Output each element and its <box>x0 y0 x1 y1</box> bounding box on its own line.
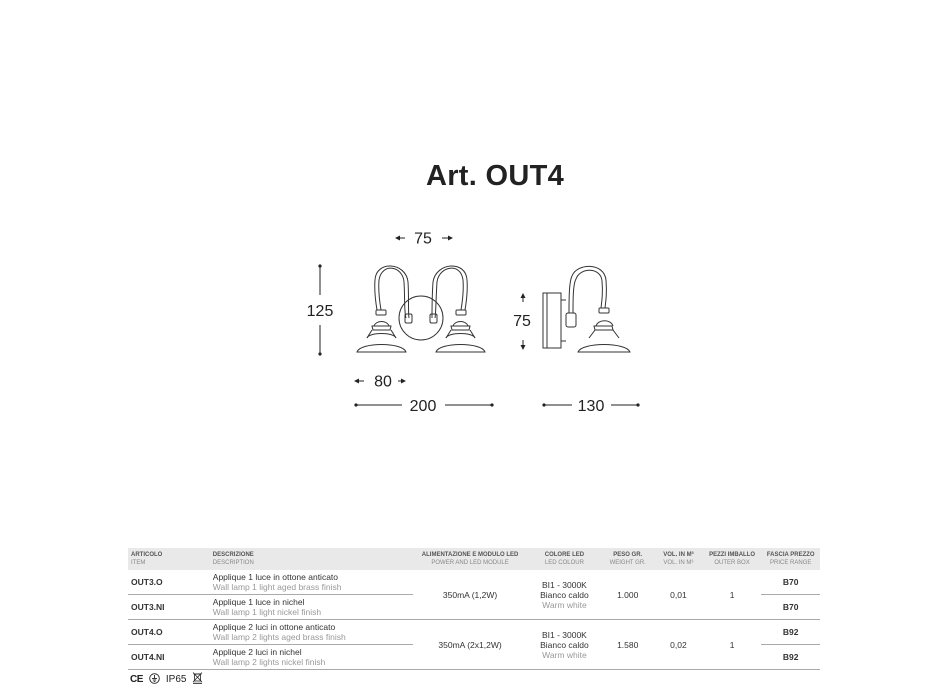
item-price-range: B92 <box>761 620 820 645</box>
dimension-top-width-label: 75 <box>414 230 432 248</box>
specification-table <box>128 548 820 670</box>
dimension-depth-label: 130 <box>577 398 605 415</box>
dimension-total-width-label: 200 <box>409 398 437 415</box>
header-item: ARTICOLO ITEM <box>128 548 210 570</box>
dimension-shade-width-label: 80 <box>374 373 392 391</box>
ce-mark: CE <box>130 674 143 685</box>
item-power: 350mA (1,2W) <box>413 570 528 620</box>
item-price-range: B92 <box>761 645 820 670</box>
dimension-top-width <box>395 231 453 248</box>
header-volume: VOL. IN M³ VOL. IN M³ <box>654 548 703 570</box>
item-outer-box: 1 <box>703 570 762 620</box>
item-power: 350mA (2x1,2W) <box>413 620 528 670</box>
dimension-total-width <box>354 398 493 415</box>
item-description: Applique 2 luci in nichel Wall lamp 2 lights nickel finish <box>210 645 413 670</box>
front-view-lamp <box>357 266 485 352</box>
header-power: ALIMENTAZIONE E MODULO LED POWER AND LED MODULE <box>413 548 528 570</box>
item-code: OUT3.O <box>128 570 210 595</box>
ip-rating: IP65 <box>165 674 187 685</box>
dimension-side-height-label: 75 <box>513 313 531 330</box>
item-code: OUT4.NI <box>128 645 210 670</box>
dimension-side-height <box>513 293 531 350</box>
item-outer-box: 1 <box>703 620 762 670</box>
item-code: OUT4.O <box>128 620 210 645</box>
dimension-height <box>307 264 334 355</box>
item-price-range: B70 <box>761 595 820 620</box>
item-description: Applique 1 luce in nichel Wall lamp 1 light nickel finish <box>210 595 413 620</box>
item-weight: 1.580 <box>601 620 654 670</box>
item-description: Applique 1 luce in ottone anticato Wall lamp 1 light aged brass finish <box>210 570 413 595</box>
item-led-colour: BI1 - 3000K Bianco caldo Warm white <box>528 620 602 670</box>
item-volume: 0,01 <box>654 570 703 620</box>
table-header-row <box>128 548 820 570</box>
certification-marks <box>130 672 203 687</box>
side-view-lamp <box>543 266 630 352</box>
table-row <box>128 620 820 645</box>
ground-symbol-icon <box>149 673 160 687</box>
item-code: OUT3.NI <box>128 595 210 620</box>
item-description: Applique 2 luci in ottone anticato Wall lamp 2 lights aged brass finish <box>210 620 413 645</box>
product-title: Art. OUT4 <box>425 160 565 192</box>
dimension-depth <box>542 398 639 415</box>
header-weight: PESO GR. WEIGHT GR. <box>601 548 654 570</box>
item-led-colour: BI1 - 3000K Bianco caldo Warm white <box>528 570 602 620</box>
item-volume: 0,02 <box>654 620 703 670</box>
item-price-range: B70 <box>761 570 820 595</box>
item-weight: 1.000 <box>601 570 654 620</box>
weee-bin-icon <box>192 672 203 687</box>
header-led-colour: COLORE LED LED COLOUR <box>528 548 602 570</box>
header-price-range: FASCIA PREZZO PRICE RANGE <box>761 548 820 570</box>
dimension-shade-width <box>354 374 406 391</box>
dimension-height-label: 125 <box>306 303 334 320</box>
header-description: DESCRIZIONE DESCRIPTION <box>210 548 413 570</box>
table-row <box>128 570 820 595</box>
header-outer-box: PEZZI IMBALLO OUTER BOX <box>703 548 762 570</box>
